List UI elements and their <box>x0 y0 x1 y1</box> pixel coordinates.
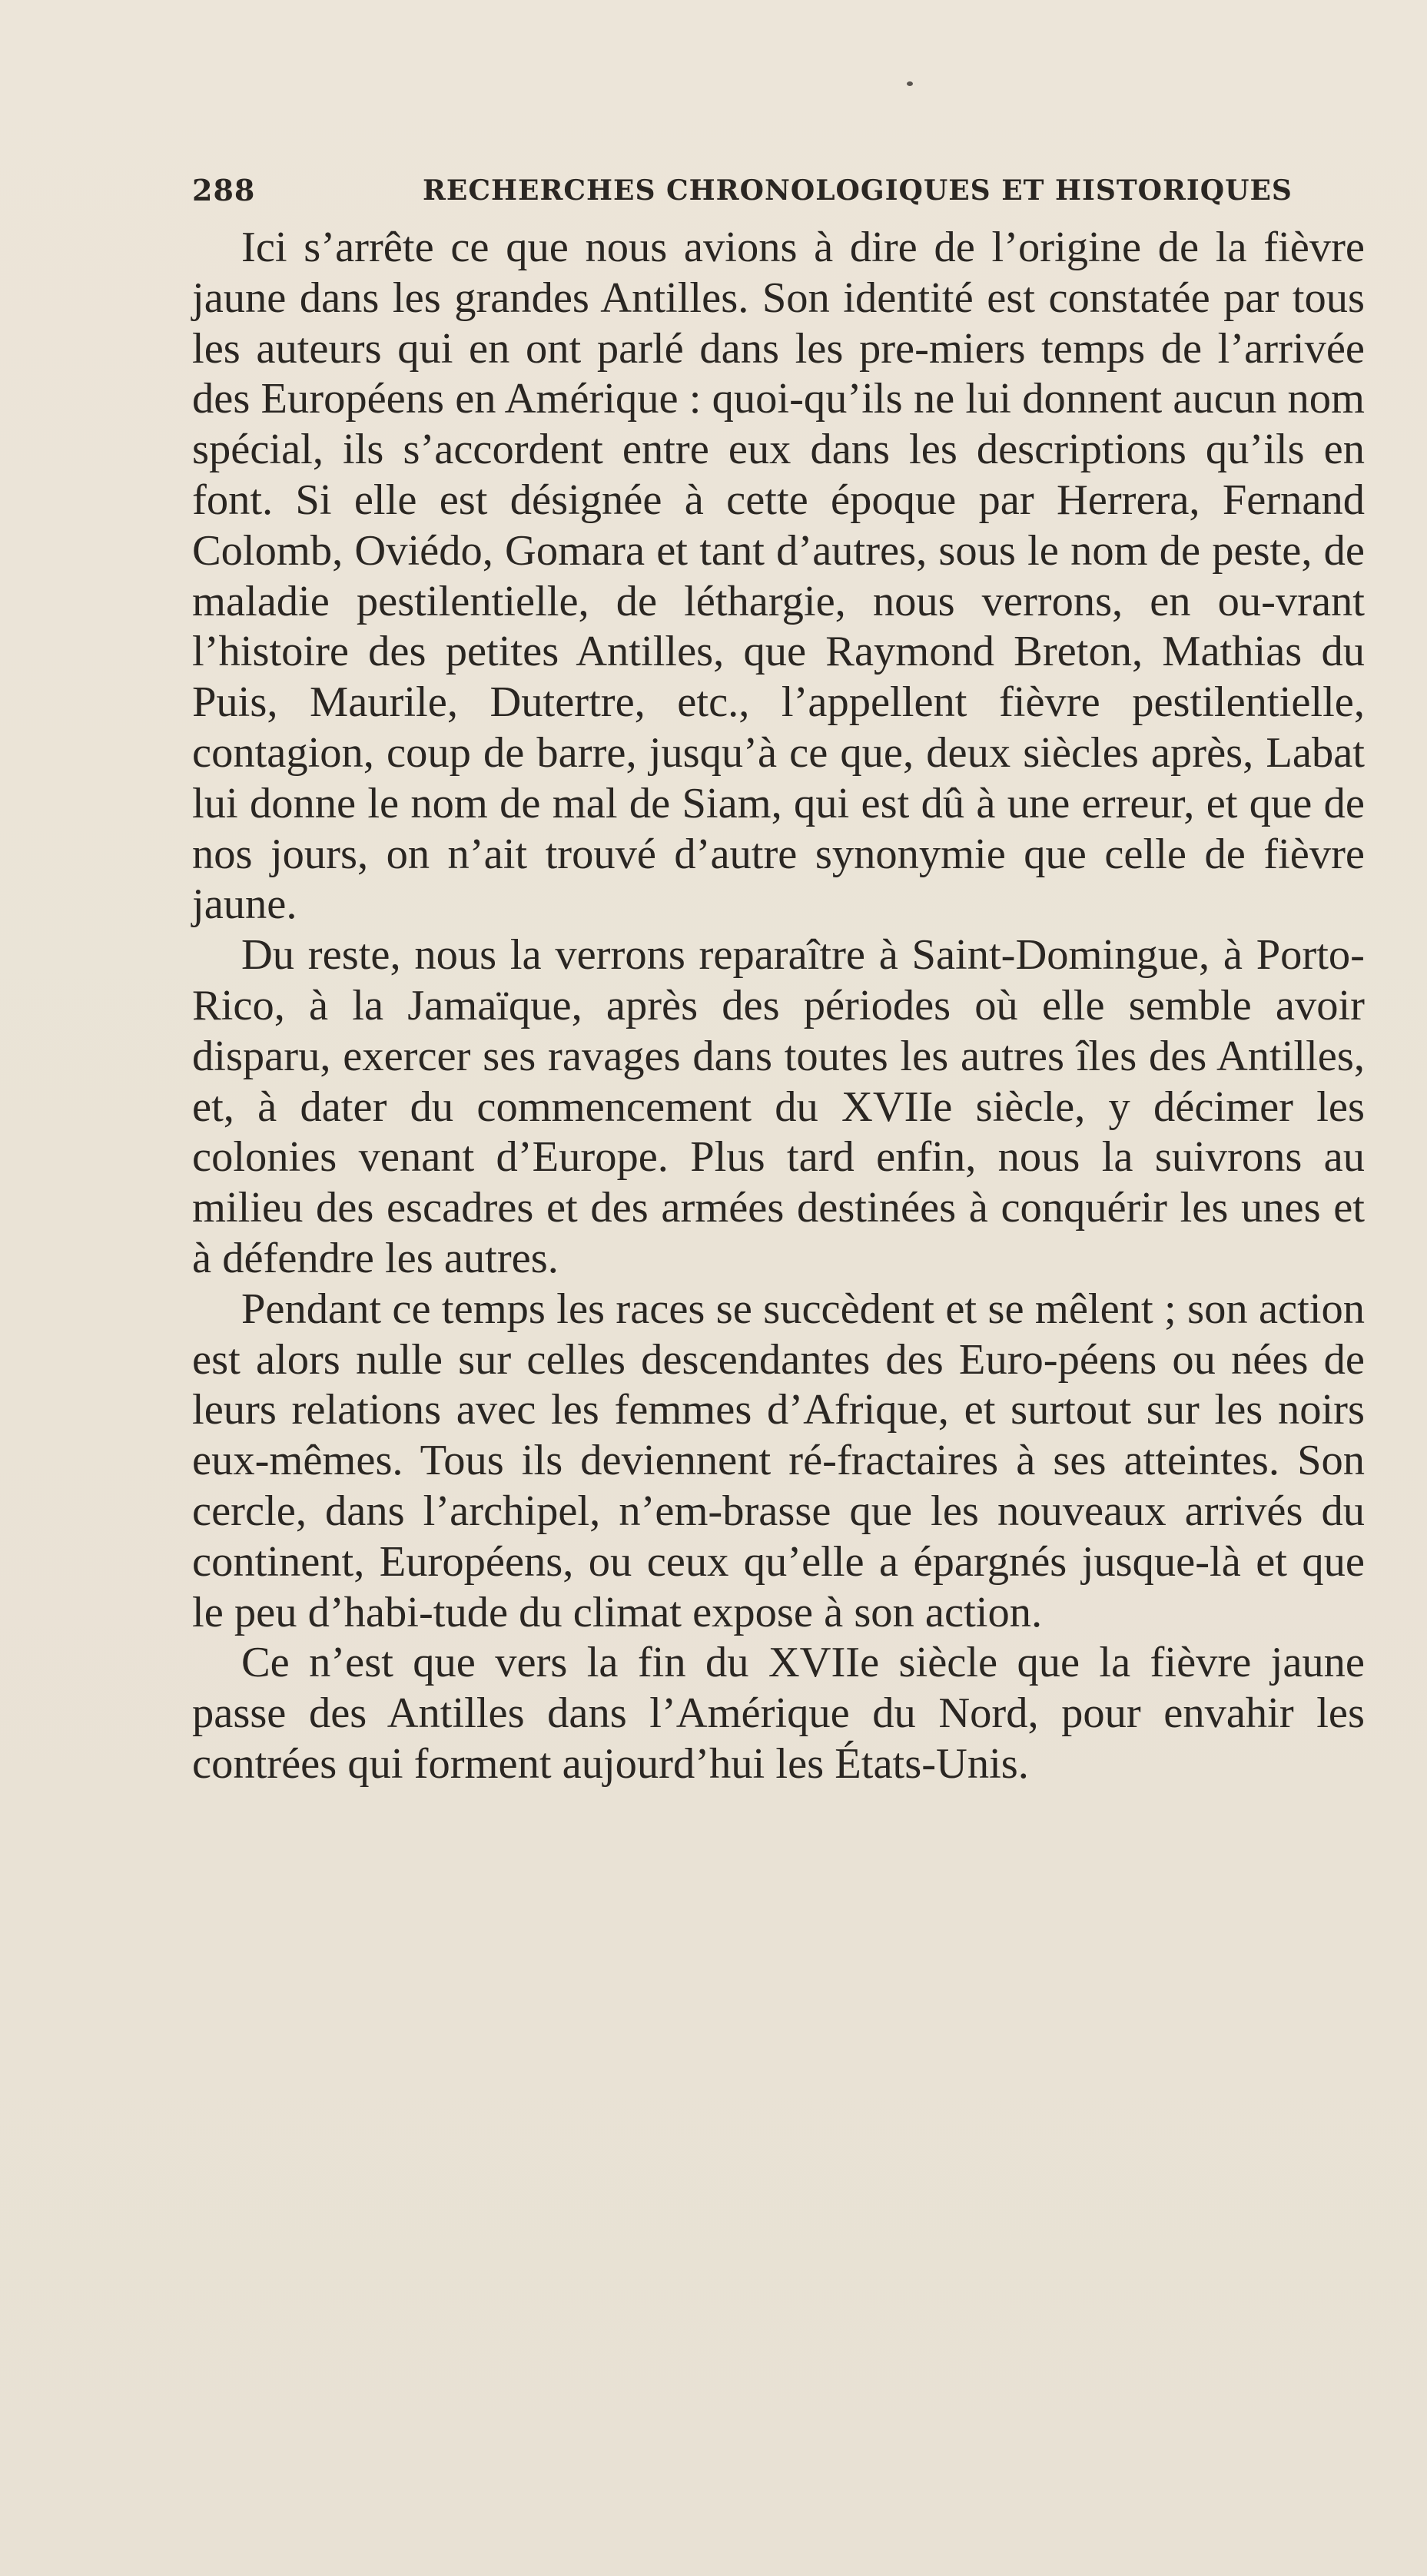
running-head-title: RECHERCHES CHRONOLOGIQUES ET HISTORIQUES <box>423 174 1293 207</box>
paragraph-2: Du reste, nous la verrons reparaître à Saint-Domingue, à Porto-Rico, à la Jamaïque, après des périodes où elle semble avoir disparu, exercer ses ravages dans toutes les autres îles des Antilles, et, à dater du commencement du XVIIe siècle, y décimer les colonies venant d’Europe. Plus tard enfin, nous la suivrons au milieu des escadres et des armées destinées à conquérir les unes et à défendre les autres. <box>192 931 1365 1282</box>
paragraph-3: Pendant ce temps les races se succèdent et se mêlent ; son action est alors nulle sur celles descendantes des Euro-péens ou nées de leurs relations avec les femmes d’Afrique, et surtout sur les noirs eux-mêmes. Tous ils deviennent ré-fractaires à ses atteintes. Son cercle, dans l’archipel, n’em-brasse que les nouveaux arrivés du continent, Européens, ou ceux qu’elle a épargnés jusque-là et que le peu d’habi-tude du climat expose à son action. <box>192 1285 1365 1636</box>
paragraph-1: Ici s’arrête ce que nous avions à dire de l’origine de la fièvre jaune dans les grandes Antilles. Son identité est constatée par tous les auteurs qui en ont parlé dans les pre-miers temps de l’arrivée des Européens en Amérique : quoi-qu’ils ne lui donnent aucun nom spécial, ils s’accordent entre eux dans les descriptions qu’ils en font. Si elle est désignée à cette époque par Herrera, Fernand Colomb, Oviédo, Gomara et tant d’autres, sous le nom de peste, de maladie pestilentielle, de léthargie, nous verrons, en ou-vrant l’histoire des petites Antilles, que Raymond Breton, Mathias du Puis, Maurile, Dutertre, etc., l’appellent fièvre pestilentielle, contagion, coup de barre, jusqu’à ce que, deux siècles après, Labat lui donne le nom de mal de Siam, qui est dû à une erreur, et que de nos jours, on n’ait trouvé d’autre synonymie que celle de fièvre jaune. <box>192 224 1365 929</box>
running-head <box>138 167 1293 214</box>
page-number: 288 <box>192 173 256 207</box>
ink-speck <box>907 81 913 86</box>
paragraph-4: Ce n’est que vers la fin du XVIIe siècle que la fièvre jaune passe des Antilles dans l’Amérique du Nord, pour envahir les contrées qui forment aujourd’hui les États-Unis. <box>192 1639 1365 1788</box>
body-text <box>192 223 1365 1790</box>
